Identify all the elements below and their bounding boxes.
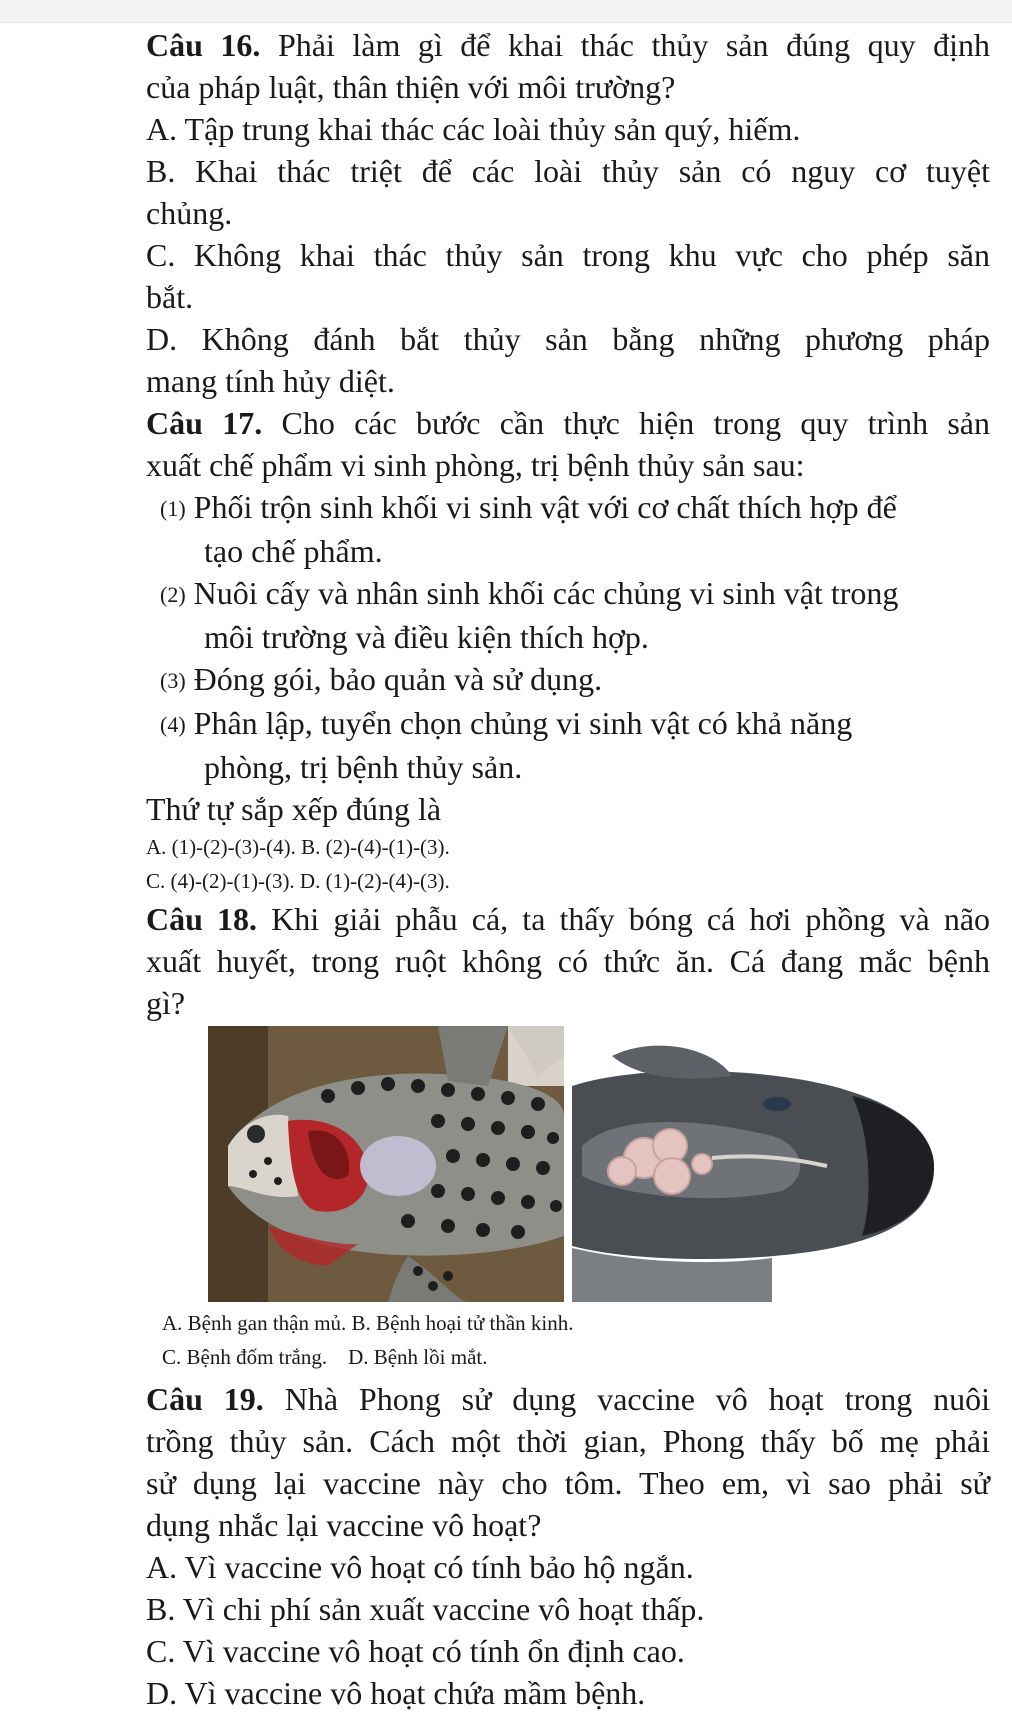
q17-stem-line-1: Câu 17. Cho các bước cần thực hiện trong quy trình sản: [146, 405, 990, 441]
q16-stem-line-1: Câu 16. Phải làm gì để khai thác thủy sản đúng quy định: [146, 27, 991, 63]
q19-stem-line-3: sử dụng lại vaccine này cho tôm. Theo em, vì sao phải sử: [146, 1465, 990, 1501]
question-17: [146, 402, 990, 898]
q19-option-b: B. Vì chi phí sản xuất vaccine vô hoạt thấp.: [146, 1591, 705, 1627]
q16-stem-line-2: của pháp luật, thân thiện với môi trường?: [146, 69, 676, 105]
q17-order-prompt: Thứ tự sắp xếp đúng là: [146, 791, 442, 827]
q16-option-a: A. Tập trung khai thác các loài thủy sản quý, hiếm.: [146, 111, 801, 147]
q16-option-c-cont: bắt.: [146, 279, 194, 315]
exam-page: [146, 24, 990, 1714]
q16-option-d-cont: mang tính hủy diệt.: [146, 363, 395, 399]
q19-stem-line-2: trồng thủy sản. Cách một thời gian, Phong thấy bố mẹ phải: [146, 1423, 990, 1459]
q16-option-b-cont: chủng.: [146, 195, 233, 231]
q19-option-a: A. Vì vaccine vô hoạt có tính bảo hộ ngắn.: [146, 1549, 694, 1585]
question-16: [146, 24, 990, 402]
q18-options-ab: A. Bệnh gan thận mủ. B. Bệnh hoại tử thần kinh.: [162, 1311, 574, 1335]
q18-stem-line-1: Câu 18. Khi giải phẫu cá, ta thấy bóng cá hơi phồng và não: [146, 901, 991, 937]
q19-stem-line-4: dụng nhắc lại vaccine vô hoạt?: [146, 1507, 542, 1543]
q17-step-4-cont: phòng, trị bệnh thủy sản.: [204, 749, 523, 785]
q17-options-ab: A. (1)-(2)-(3)-(4). B. (2)-(4)-(1)-(3).: [146, 835, 450, 859]
q17-stem-line-2: xuất chế phẩm vi sinh phòng, trị bệnh thủy sản sau:: [146, 447, 805, 483]
fish-photo-figure: [146, 1026, 990, 1302]
q17-title: Câu 17.: [146, 405, 263, 441]
q17-step-2-cont: môi trường và điều kiện thích hợp.: [204, 619, 649, 655]
dissected-fish-photo: [572, 1026, 944, 1302]
q17-step-2: (2) Nuôi cấy và nhân sinh khối các chủng vi sinh vật trong: [160, 575, 899, 611]
q18-stem-line-2: xuất huyết, trong ruột không có thức ăn. Cá đang mắc bệnh: [146, 943, 990, 979]
q19-stem-line-1: Câu 19. Nhà Phong sử dụng vaccine vô hoạt trong nuôi: [146, 1381, 991, 1417]
q18-stem-line-3: gì?: [146, 985, 186, 1021]
q17-step-4: (4) Phân lập, tuyển chọn chủng vi sinh vật có khả năng: [160, 705, 853, 741]
q17-options-cd: C. (4)-(2)-(1)-(3). D. (1)-(2)-(4)-(3).: [146, 869, 450, 893]
q19-option-d: D. Vì vaccine vô hoạt chứa mầm bệnh.: [146, 1675, 646, 1711]
q17-step-3: (3) Đóng gói, bảo quản và sử dụng.: [160, 661, 603, 697]
q17-step-1: (1) Phối trộn sinh khối vi sinh vật với cơ chất thích hợp để: [160, 489, 897, 525]
window-top-bar: [0, 0, 1012, 23]
q17-step-1-cont: tạo chế phẩm.: [204, 533, 383, 569]
q18-options-cd: C. Bệnh đốm trắng. D. Bệnh lồi mắt.: [162, 1345, 488, 1369]
q16-option-d: D. Không đánh bắt thủy sản bằng những phương pháp: [146, 321, 990, 357]
q16-option-c: C. Không khai thác thủy sản trong khu vực cho phép săn: [146, 237, 990, 273]
q19-title: Câu 19.: [146, 1381, 264, 1417]
q18-title: Câu 18.: [146, 901, 258, 937]
q19-option-c: C. Vì vaccine vô hoạt có tính ổn định cao.: [146, 1633, 685, 1669]
question-19: [146, 1378, 990, 1714]
q16-title: Câu 16.: [146, 27, 261, 63]
grouper-photo: [208, 1026, 564, 1302]
question-18: [146, 898, 990, 1374]
q16-option-b: B. Khai thác triệt để các loài thủy sản có nguy cơ tuyệt: [146, 153, 990, 189]
